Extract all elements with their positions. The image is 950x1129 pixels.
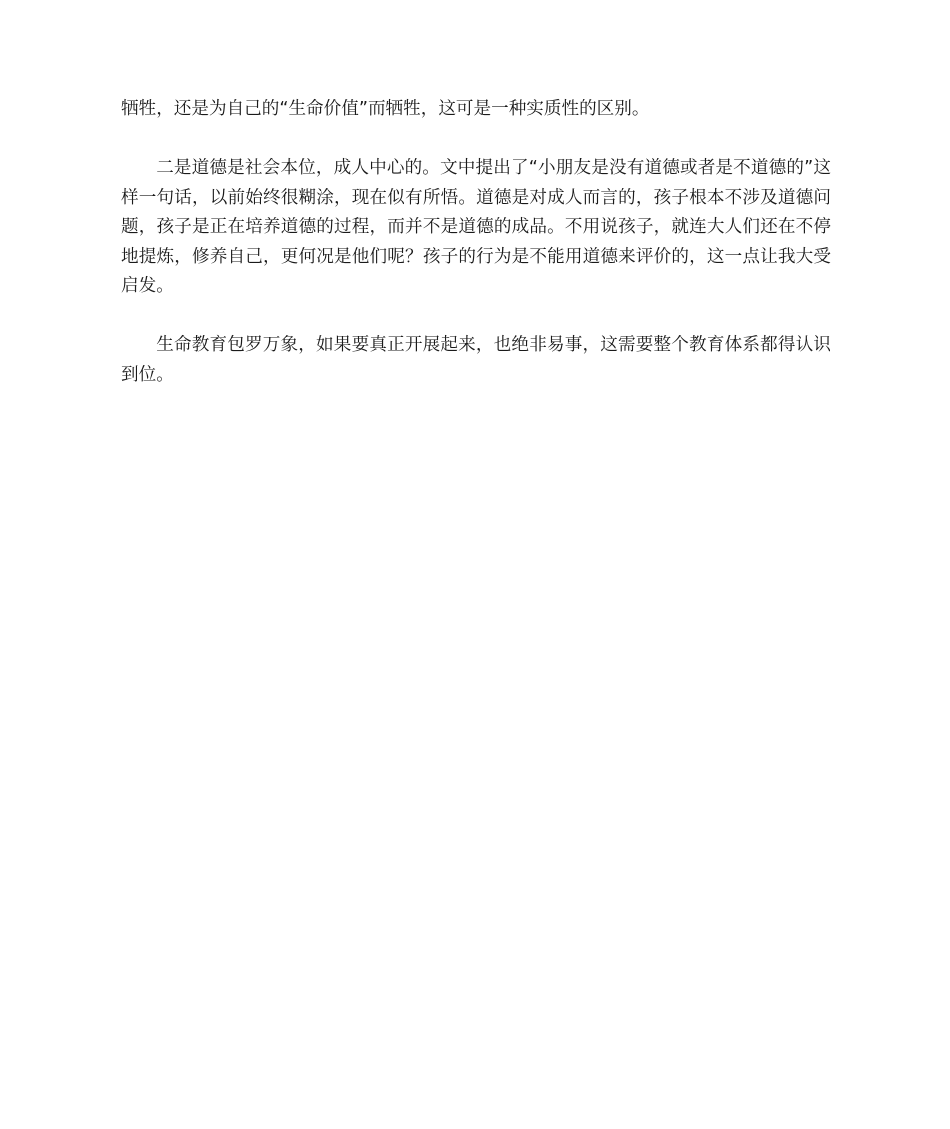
paragraph-moral-society: 二是道德是社会本位，成人中心的。文中提出了“小朋友是没有道德或者是不道德的”这样一句话，以前始终很糊涂，现在似有所悟。道德是对成人而言的，孩子根本不涉及道德问题，孩子是正在培养道德的过程，而并不是道德的成品。不用说孩子，就连大人们还在不停地提炼，修养自己，更何况是他们呢？孩子的行为是不能用道德来评价的，这一点让我大受启发。 xyxy=(121,158,831,296)
paragraph-life-education: 生命教育包罗万象，如果要真正开展起来，也绝非易事，这需要整个教育体系都得认识到位。 xyxy=(121,335,831,385)
paragraph-continuation: 牺牲，还是为自己的“生命价值”而牺牲，这可是一种实质性的区别。 xyxy=(121,99,650,119)
document-page xyxy=(121,95,831,420)
